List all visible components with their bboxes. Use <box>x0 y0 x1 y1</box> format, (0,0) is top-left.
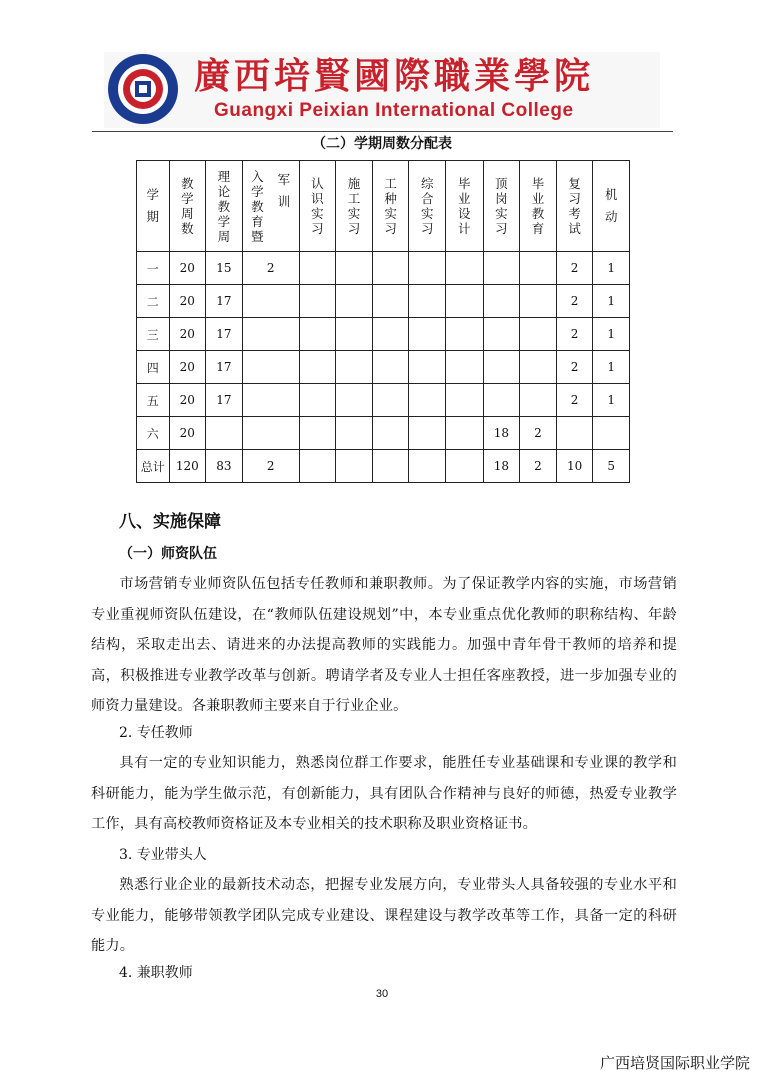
table-cell <box>520 252 557 285</box>
header-review-exam: 复习考试 <box>556 161 593 252</box>
table-cell <box>446 384 484 417</box>
page-number: 30 <box>375 988 389 1000</box>
table-cell <box>299 417 336 450</box>
table-cell <box>336 384 373 417</box>
table-cell <box>409 318 446 351</box>
table-cell: 20 <box>169 384 206 417</box>
table-cell: 1 <box>593 285 630 318</box>
table-cell <box>372 252 409 285</box>
college-banner <box>104 52 660 128</box>
table-cell <box>372 351 409 384</box>
table-cell <box>372 384 409 417</box>
college-name-chinese: 廣西培賢國際職業學院 <box>194 55 595 97</box>
intro-paragraph: 市场营销专业师资队伍包括专任教师和兼职教师。为了保证教学内容的实施，市场营销专业重视师资队伍建设，在“教师队伍建设规划”中，本专业重点优化教师的职称结构、年龄结构，采取走出去、请进来的办法提高教师的实践能力。加强中青年骨干教师的培养和提高，积极推进专业教学改革与创新。聘请学者及专业人士担任客座教授，进一步加强专业的师资力量建设。各兼职教师主要来自于行业企业。 <box>91 576 677 715</box>
table-cell <box>372 417 409 450</box>
header-graduation-education: 毕业教育 <box>520 161 557 252</box>
table-cell <box>446 351 484 384</box>
table-header-row <box>137 161 630 252</box>
table-cell: 1 <box>593 384 630 417</box>
table-cell <box>336 318 373 351</box>
table-cell: 总计 <box>137 450 170 483</box>
watermark-text: 广西培贤国际职业学院 <box>599 1054 750 1072</box>
table-cell <box>299 252 336 285</box>
table-cell: 一 <box>137 252 170 285</box>
table-title: （二）学期周数分配表 <box>312 136 452 152</box>
table-row <box>137 384 630 417</box>
table-cell: 20 <box>169 417 206 450</box>
table-cell: 2 <box>556 285 593 318</box>
table-cell: 17 <box>206 384 243 417</box>
table-cell: 2 <box>556 252 593 285</box>
table-cell <box>446 450 484 483</box>
table-row <box>137 285 630 318</box>
subsection-heading: （一）师资队伍 <box>119 546 217 562</box>
table-cell: 20 <box>169 252 206 285</box>
header-flexible: 机动 <box>593 161 630 252</box>
table-cell <box>520 351 557 384</box>
table-cell: 2 <box>520 450 557 483</box>
table-cell <box>483 351 520 384</box>
table-cell: 2 <box>520 417 557 450</box>
table-cell: 1 <box>593 318 630 351</box>
table-cell: 18 <box>483 450 520 483</box>
table-cell: 20 <box>169 318 206 351</box>
table-cell: 1 <box>593 252 630 285</box>
table-cell <box>242 384 299 417</box>
table-cell: 5 <box>593 450 630 483</box>
table-cell: 二 <box>137 285 170 318</box>
table-cell: 1 <box>593 351 630 384</box>
table-cell <box>409 417 446 450</box>
table-cell <box>206 417 243 450</box>
table-cell <box>336 417 373 450</box>
table-cell: 17 <box>206 351 243 384</box>
table-cell <box>299 285 336 318</box>
table-cell: 2 <box>242 450 299 483</box>
table-cell <box>446 252 484 285</box>
table-cell <box>299 450 336 483</box>
semester-weeks-table <box>136 160 630 483</box>
table-cell <box>409 252 446 285</box>
table-cell: 2 <box>556 318 593 351</box>
header-orientation-military: 入学教育暨 军训 <box>242 161 299 252</box>
table-cell: 10 <box>556 450 593 483</box>
table-cell <box>242 318 299 351</box>
table-cell: 15 <box>206 252 243 285</box>
item-3-paragraph: 熟悉行业企业的最新技术动态，把握专业发展方向，专业带头人具备较强的专业水平和专业能力，能够带领教学团队完成专业建设、课程建设与教学改革等工作，具备一定的科研能力。 <box>91 877 677 955</box>
section-heading: 八、实施保障 <box>119 512 221 532</box>
table-cell: 20 <box>169 351 206 384</box>
table-cell <box>409 384 446 417</box>
table-cell <box>409 351 446 384</box>
table-cell: 17 <box>206 285 243 318</box>
table-cell <box>483 384 520 417</box>
table-cell <box>336 450 373 483</box>
table-cell: 2 <box>242 252 299 285</box>
college-seal-logo <box>108 54 178 124</box>
table-cell <box>483 252 520 285</box>
header-cognition-practice: 认识实习 <box>299 161 336 252</box>
table-cell: 四 <box>137 351 170 384</box>
item-2-title: 2. 专任教师 <box>119 725 193 741</box>
table-cell: 2 <box>556 384 593 417</box>
table-cell <box>593 417 630 450</box>
table-cell <box>409 285 446 318</box>
table-cell: 83 <box>206 450 243 483</box>
table-cell: 2 <box>556 351 593 384</box>
table-row <box>137 351 630 384</box>
header-comprehensive-practice: 综合实习 <box>409 161 446 252</box>
header-semester: 学 期 <box>137 161 170 252</box>
table-cell: 20 <box>169 285 206 318</box>
table-row <box>137 252 630 285</box>
table-cell <box>446 417 484 450</box>
header-construction-practice: 施工实习 <box>336 161 373 252</box>
table-cell <box>299 351 336 384</box>
table-cell <box>336 285 373 318</box>
table-cell: 120 <box>169 450 206 483</box>
table-cell <box>372 450 409 483</box>
table-cell <box>556 417 593 450</box>
table-cell <box>483 285 520 318</box>
header-internship: 顶岗实习 <box>483 161 520 252</box>
table-row <box>137 318 630 351</box>
table-cell <box>242 285 299 318</box>
table-cell <box>446 318 484 351</box>
table-cell: 17 <box>206 318 243 351</box>
header-divider <box>92 131 673 132</box>
table-cell <box>520 285 557 318</box>
item-4-title: 4. 兼职教师 <box>119 965 193 981</box>
table-cell <box>242 417 299 450</box>
item-3-title: 3. 专业带头人 <box>119 847 207 863</box>
table-cell <box>520 384 557 417</box>
table-cell <box>299 318 336 351</box>
table-row <box>137 417 630 450</box>
header-trade-practice: 工种实习 <box>372 161 409 252</box>
table-cell <box>336 351 373 384</box>
table-cell: 三 <box>137 318 170 351</box>
header-graduation-design: 毕业设计 <box>446 161 484 252</box>
college-name-english: Guangxi Peixian International College <box>214 100 574 121</box>
header-theory-weeks: 理论教学周 <box>206 161 243 252</box>
table-cell <box>446 285 484 318</box>
header-teaching-weeks: 教学周数 <box>169 161 206 252</box>
table-cell <box>372 318 409 351</box>
table-cell: 18 <box>483 417 520 450</box>
table-cell <box>372 285 409 318</box>
table-cell <box>520 318 557 351</box>
table-row-total <box>137 450 630 483</box>
table-cell: 六 <box>137 417 170 450</box>
table-cell <box>336 252 373 285</box>
table-cell <box>483 318 520 351</box>
item-2-paragraph: 具有一定的专业知识能力，熟悉岗位群工作要求，能胜任专业基础课和专业课的教学和科研能力，能为学生做示范，有创新能力，具有团队合作精神与良好的师德，热爱专业教学工作，具有高校教师资格证及本专业相关的技术职称及职业资格证书。 <box>91 755 677 833</box>
table-cell: 五 <box>137 384 170 417</box>
table-cell <box>299 384 336 417</box>
table-cell <box>409 450 446 483</box>
table-cell <box>242 351 299 384</box>
